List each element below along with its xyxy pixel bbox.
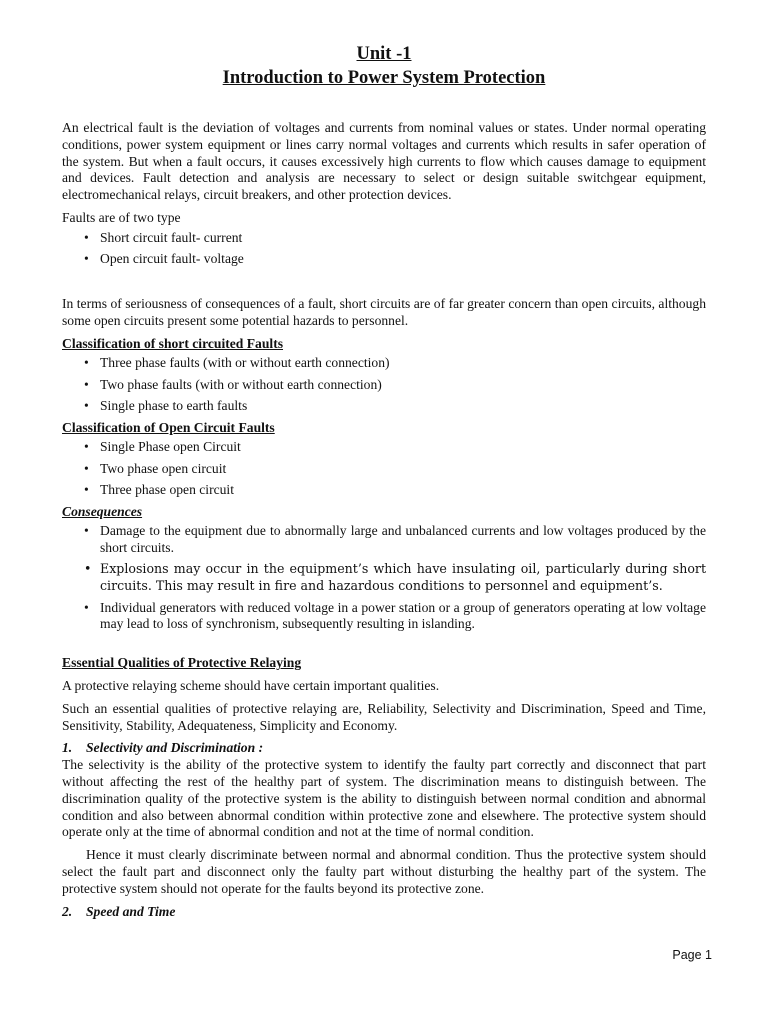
list-item: • Three phase faults (with or without earth connection) [84, 355, 390, 371]
bullet-icon: • [84, 355, 89, 371]
list-item: • Three phase open circuit [84, 482, 234, 498]
selectivity-heading [62, 740, 706, 757]
bullet-icon: • [84, 376, 89, 392]
list-item: • Single Phase open Circuit [84, 439, 241, 455]
selectivity-para2: Hence it must clearly discriminate between normal and abnormal condition. Thus the protective system should select the fault part and disconnect only the faulty part without disturbing the healthy part of the system. The protective system should not operate for the faults beyond its protective zone. [62, 847, 706, 896]
bullet-icon: • [84, 251, 89, 267]
section-number: 2. [62, 903, 73, 919]
fault-types-lead: Faults are of two type [62, 209, 181, 225]
seriousness-paragraph: In terms of seriousness of consequences of a fault, short circuits are of far greater concern than open circuits, although some open circuits present some potential hazards to personnel. [62, 295, 706, 328]
bullet-icon: • [84, 460, 89, 476]
unit-title: Unit -1 [356, 44, 412, 64]
list-item: • Short circuit fault- current [84, 229, 243, 245]
document-page [62, 42, 706, 920]
open-circuit-list [62, 439, 706, 499]
consequences-heading: Consequences [62, 503, 143, 519]
short-circuit-list [62, 355, 706, 415]
selectivity-para1: The selectivity is the ability of the protective system to identify the faulty part correctly and disconnect that part without affecting the rest of the healthy part of system. The discrimination means to distinguish between. The discrimination quality of the protective system is the ability to distinguish between normal condition and abnormal condition and also between abnormal condition within protective zone and elsewhere. The protective system should operate only at the time of abnormal condition and not at the time of normal condition. [62, 757, 706, 840]
page-title: Introduction to Power System Protection [222, 68, 546, 88]
section-title: Selectivity and Discrimination : [86, 740, 264, 756]
bullet-icon: • [84, 482, 89, 498]
intro-paragraph: An electrical fault is the deviation of voltages and currents from nominal values or states. Under normal operating conditions, power system equipment or lines carry normal voltages and currents which results in safer operation of the system. But when a fault occurs, it causes excessively high currents to flow which causes damage to equipment and devices. Fault detection and analysis are necessary to select or design suitable switchgear equipment, electromechanical relays, circuit breakers, and other protection devices. [62, 120, 706, 203]
list-item: • Two phase faults (with or without earth connection) [84, 376, 382, 392]
bullet-icon: • [84, 599, 89, 615]
essential-qualities-para2: Such an essential qualities of protective relaying are, Reliability, Selectivity and Discrimination, Speed and Time, Sensitivity, Stability, Adequateness, Simplicity and Economy. [62, 700, 706, 733]
fault-types-list [62, 230, 706, 268]
list-item: • Explosions may occur in the equipment’s which have insulating oil, particularly during short circuits. This may result in fire and hazardous conditions to personnel and equipment’s. [84, 561, 706, 594]
list-item: • Damage to the equipment due to abnormally large and unbalanced currents and low voltages produced by the short circuits. [84, 523, 706, 556]
section-title: Speed and Time [86, 903, 176, 919]
list-item: • Individual generators with reduced voltage in a power station or a group of generators operating at low voltage may lead to loss of synchronism, subsequently resulting in islanding. [84, 599, 706, 632]
consequences-list [62, 523, 706, 633]
short-circuit-heading: Classification of short circuited Faults [62, 335, 284, 351]
speed-time-heading [62, 904, 706, 921]
page-number: Page 1 [672, 948, 712, 962]
bullet-icon: • [84, 229, 89, 245]
bullet-icon: • [84, 561, 92, 577]
section-number: 1. [62, 740, 73, 756]
bullet-icon: • [84, 439, 89, 455]
open-circuit-heading: Classification of Open Circuit Faults [62, 419, 275, 435]
bullet-icon: • [84, 523, 89, 539]
essential-qualities-heading: Essential Qualities of Protective Relaying [62, 655, 302, 671]
list-item: • Single phase to earth faults [84, 398, 248, 414]
essential-qualities-para1: A protective relaying scheme should have certain important qualities. [62, 678, 440, 694]
bullet-icon: • [84, 398, 89, 414]
list-item: • Two phase open circuit [84, 460, 227, 476]
list-item: • Open circuit fault- voltage [84, 251, 244, 267]
